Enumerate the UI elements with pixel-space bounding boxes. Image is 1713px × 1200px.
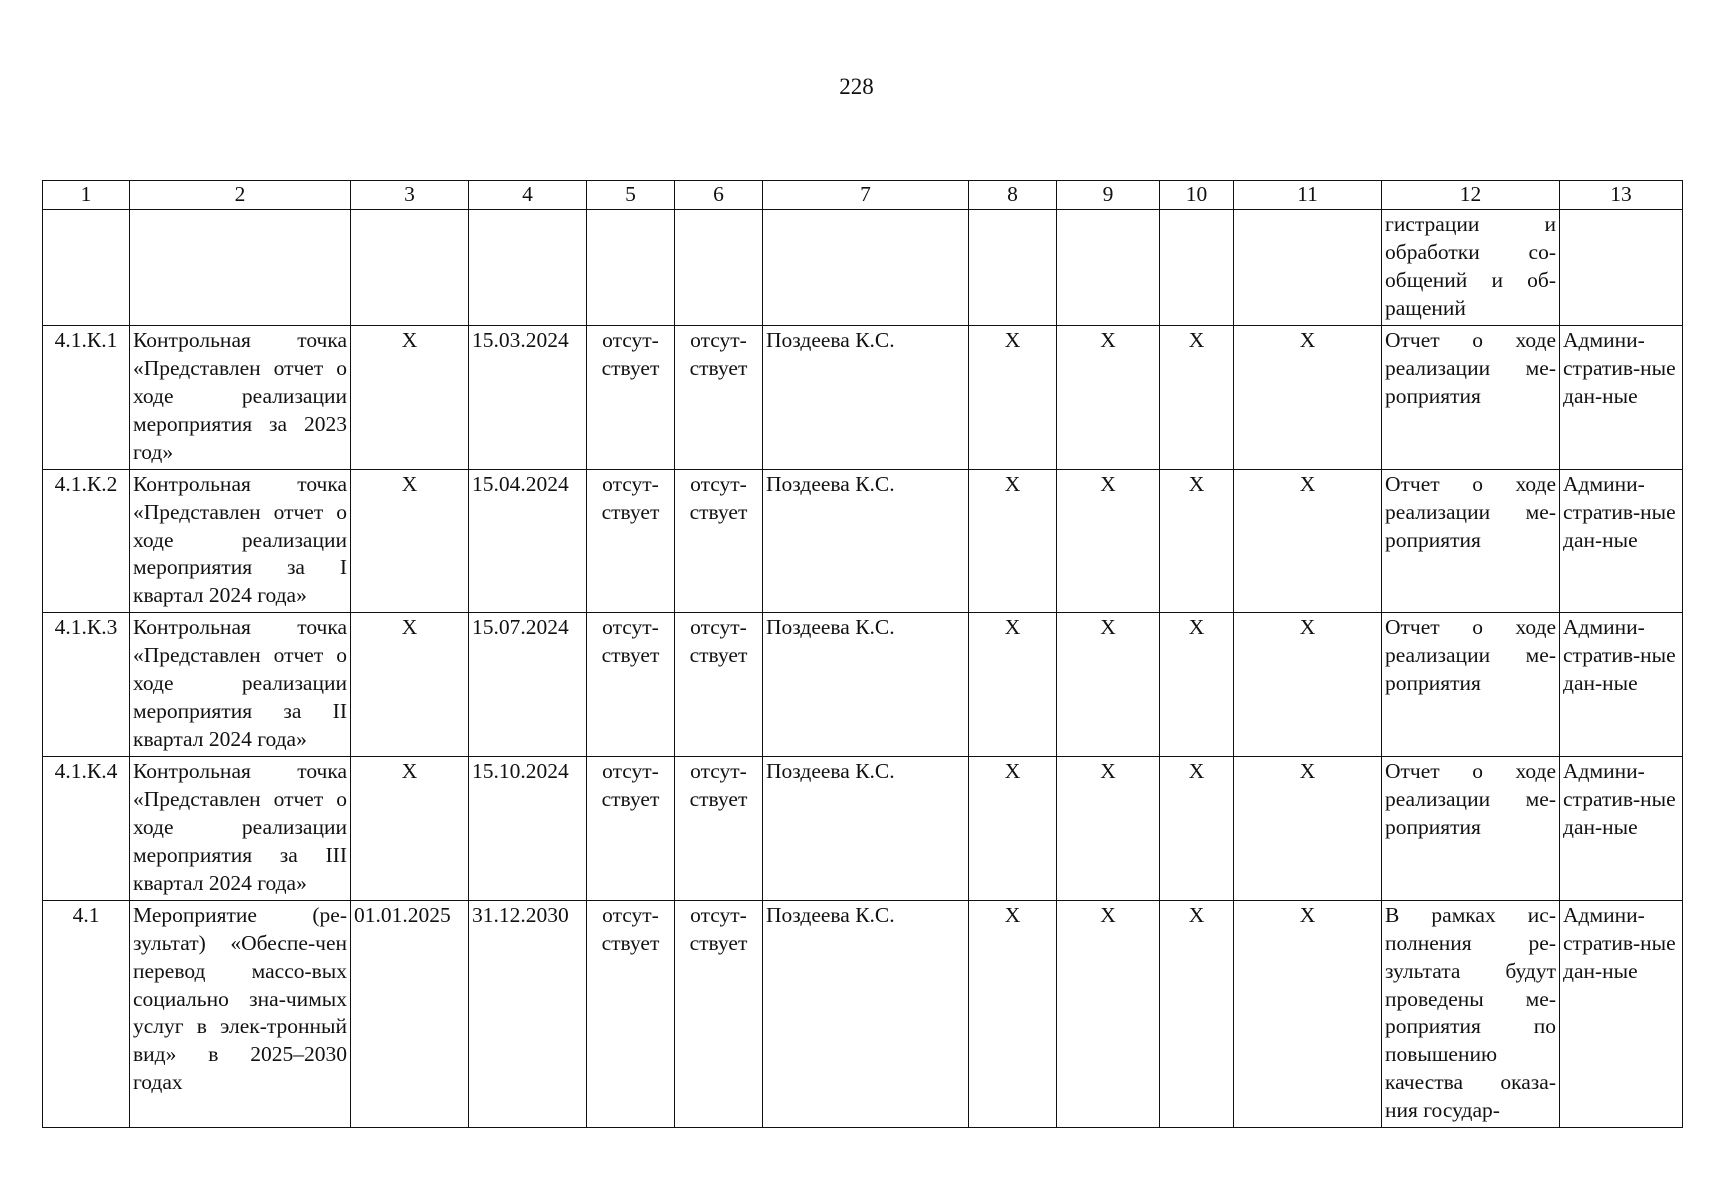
row-code: 4.1.К.2 bbox=[43, 469, 130, 613]
cell-col-10: Х bbox=[1160, 757, 1234, 901]
cell-col-3: Х bbox=[351, 469, 469, 613]
cell-col-6: отсут-ствует bbox=[675, 325, 763, 469]
column-header: 4 bbox=[469, 181, 587, 210]
cell-responsible: Поздеева К.С. bbox=[763, 900, 969, 1128]
cell-description: Отчет о ходе реализации ме-роприятия bbox=[1382, 757, 1560, 901]
cell-col-10: Х bbox=[1160, 325, 1234, 469]
cell-col-10: Х bbox=[1160, 613, 1234, 757]
table-cell bbox=[1057, 209, 1160, 325]
column-header: 10 bbox=[1160, 181, 1234, 210]
cell-col-5: отсут-ствует bbox=[587, 900, 675, 1128]
column-number-row bbox=[43, 181, 1683, 210]
cell-col-11: Х bbox=[1234, 900, 1382, 1128]
cell-col-5: отсут-ствует bbox=[587, 325, 675, 469]
measures-table bbox=[42, 180, 1683, 1128]
cell-col-5: отсут-ствует bbox=[587, 469, 675, 613]
cell-col-3: Х bbox=[351, 325, 469, 469]
cell-col-9: Х bbox=[1057, 613, 1160, 757]
cell-source: Админи-стратив-ные дан-ные bbox=[1560, 757, 1683, 901]
page-number: 228 bbox=[839, 74, 874, 99]
cell-col-9: Х bbox=[1057, 900, 1160, 1128]
column-header: 6 bbox=[675, 181, 763, 210]
table-row bbox=[43, 469, 1683, 613]
cell-col-8: Х bbox=[969, 613, 1057, 757]
cell-description: Отчет о ходе реализации ме-роприятия bbox=[1382, 613, 1560, 757]
cell-col-3: Х bbox=[351, 613, 469, 757]
cell-date-end: 15.04.2024 bbox=[469, 469, 587, 613]
cell-date-end: 31.12.2030 bbox=[469, 900, 587, 1128]
table-row bbox=[43, 325, 1683, 469]
row-name: Контрольная точка «Представлен отчет о ходе реализации мероприятия за I квартал 2024 года» bbox=[130, 469, 351, 613]
column-header: 9 bbox=[1057, 181, 1160, 210]
cell-col-8: Х bbox=[969, 469, 1057, 613]
column-header: 7 bbox=[763, 181, 969, 210]
column-header: 12 bbox=[1382, 181, 1560, 210]
row-name: Мероприятие (ре-зультат) «Обеспе-чен перевод массо-вых социально зна-чимых услуг в элек-тронный вид» в 2025–2030 годах bbox=[130, 900, 351, 1128]
row-code: 4.1.К.1 bbox=[43, 325, 130, 469]
table-cell bbox=[969, 209, 1057, 325]
cell-description: Отчет о ходе реализации ме-роприятия bbox=[1382, 325, 1560, 469]
row-code: 4.1.К.4 bbox=[43, 757, 130, 901]
cell-col-3: Х bbox=[351, 757, 469, 901]
cell-col-10: Х bbox=[1160, 900, 1234, 1128]
cell-col-11: Х bbox=[1234, 469, 1382, 613]
cell-col-6: отсут-ствует bbox=[675, 757, 763, 901]
table-cell bbox=[675, 209, 763, 325]
cell-col-5: отсут-ствует bbox=[587, 757, 675, 901]
column-header: 2 bbox=[130, 181, 351, 210]
cell-col-5: отсут-ствует bbox=[587, 613, 675, 757]
cell-col-9: Х bbox=[1057, 757, 1160, 901]
column-header: 8 bbox=[969, 181, 1057, 210]
cell-col-8: Х bbox=[969, 757, 1057, 901]
column-header: 5 bbox=[587, 181, 675, 210]
table-cell bbox=[587, 209, 675, 325]
column-header: 1 bbox=[43, 181, 130, 210]
table-row bbox=[43, 900, 1683, 1128]
table-row bbox=[43, 613, 1683, 757]
table-cell bbox=[763, 209, 969, 325]
cell-description: Отчет о ходе реализации ме-роприятия bbox=[1382, 469, 1560, 613]
cell-col-8: Х bbox=[969, 325, 1057, 469]
column-header: 13 bbox=[1560, 181, 1683, 210]
cell-col-6: отсут-ствует bbox=[675, 613, 763, 757]
cell-col-9: Х bbox=[1057, 469, 1160, 613]
table-cell bbox=[130, 209, 351, 325]
cell-col-11: Х bbox=[1234, 757, 1382, 901]
row-name: Контрольная точка «Представлен отчет о ходе реализации мероприятия за III квартал 2024 года» bbox=[130, 757, 351, 901]
column-header: 3 bbox=[351, 181, 469, 210]
cell-responsible: Поздеева К.С. bbox=[763, 757, 969, 901]
cell-col-6: отсут-ствует bbox=[675, 469, 763, 613]
row-code: 4.1.К.3 bbox=[43, 613, 130, 757]
table-row bbox=[43, 757, 1683, 901]
cell-date-end: 15.10.2024 bbox=[469, 757, 587, 901]
cell-source: Админи-стратив-ные дан-ные bbox=[1560, 900, 1683, 1128]
cell-responsible: Поздеева К.С. bbox=[763, 325, 969, 469]
cell-source: Админи-стратив-ные дан-ные bbox=[1560, 325, 1683, 469]
cell-col-9: Х bbox=[1057, 325, 1160, 469]
table-cell bbox=[351, 209, 469, 325]
continued-description-cell: гистрации и обработки со-общений и об-ращений bbox=[1382, 209, 1560, 325]
cell-description: В рамках ис-полнения ре-зультата будут проведены ме-роприятия по повышению качества оказа-ния государ- bbox=[1382, 900, 1560, 1128]
row-code: 4.1 bbox=[43, 900, 130, 1128]
column-header: 11 bbox=[1234, 181, 1382, 210]
table-cell bbox=[1234, 209, 1382, 325]
cell-source: Админи-стратив-ные дан-ные bbox=[1560, 613, 1683, 757]
table-cell bbox=[469, 209, 587, 325]
cell-col-8: Х bbox=[969, 900, 1057, 1128]
cell-date-start: 01.01.2025 bbox=[351, 900, 469, 1128]
table-cell bbox=[1160, 209, 1234, 325]
row-name: Контрольная точка «Представлен отчет о ходе реализации мероприятия за II квартал 2024 года» bbox=[130, 613, 351, 757]
cell-col-11: Х bbox=[1234, 613, 1382, 757]
cell-responsible: Поздеева К.С. bbox=[763, 613, 969, 757]
cell-date-end: 15.07.2024 bbox=[469, 613, 587, 757]
row-name: Контрольная точка «Представлен отчет о ходе реализации мероприятия за 2023 год» bbox=[130, 325, 351, 469]
cell-col-10: Х bbox=[1160, 469, 1234, 613]
cell-col-11: Х bbox=[1234, 325, 1382, 469]
continuation-row bbox=[43, 209, 1683, 325]
cell-col-6: отсут-ствует bbox=[675, 900, 763, 1128]
cell-date-end: 15.03.2024 bbox=[469, 325, 587, 469]
cell-source: Админи-стратив-ные дан-ные bbox=[1560, 469, 1683, 613]
cell-responsible: Поздеева К.С. bbox=[763, 469, 969, 613]
table-cell bbox=[43, 209, 130, 325]
table-cell bbox=[1560, 209, 1683, 325]
